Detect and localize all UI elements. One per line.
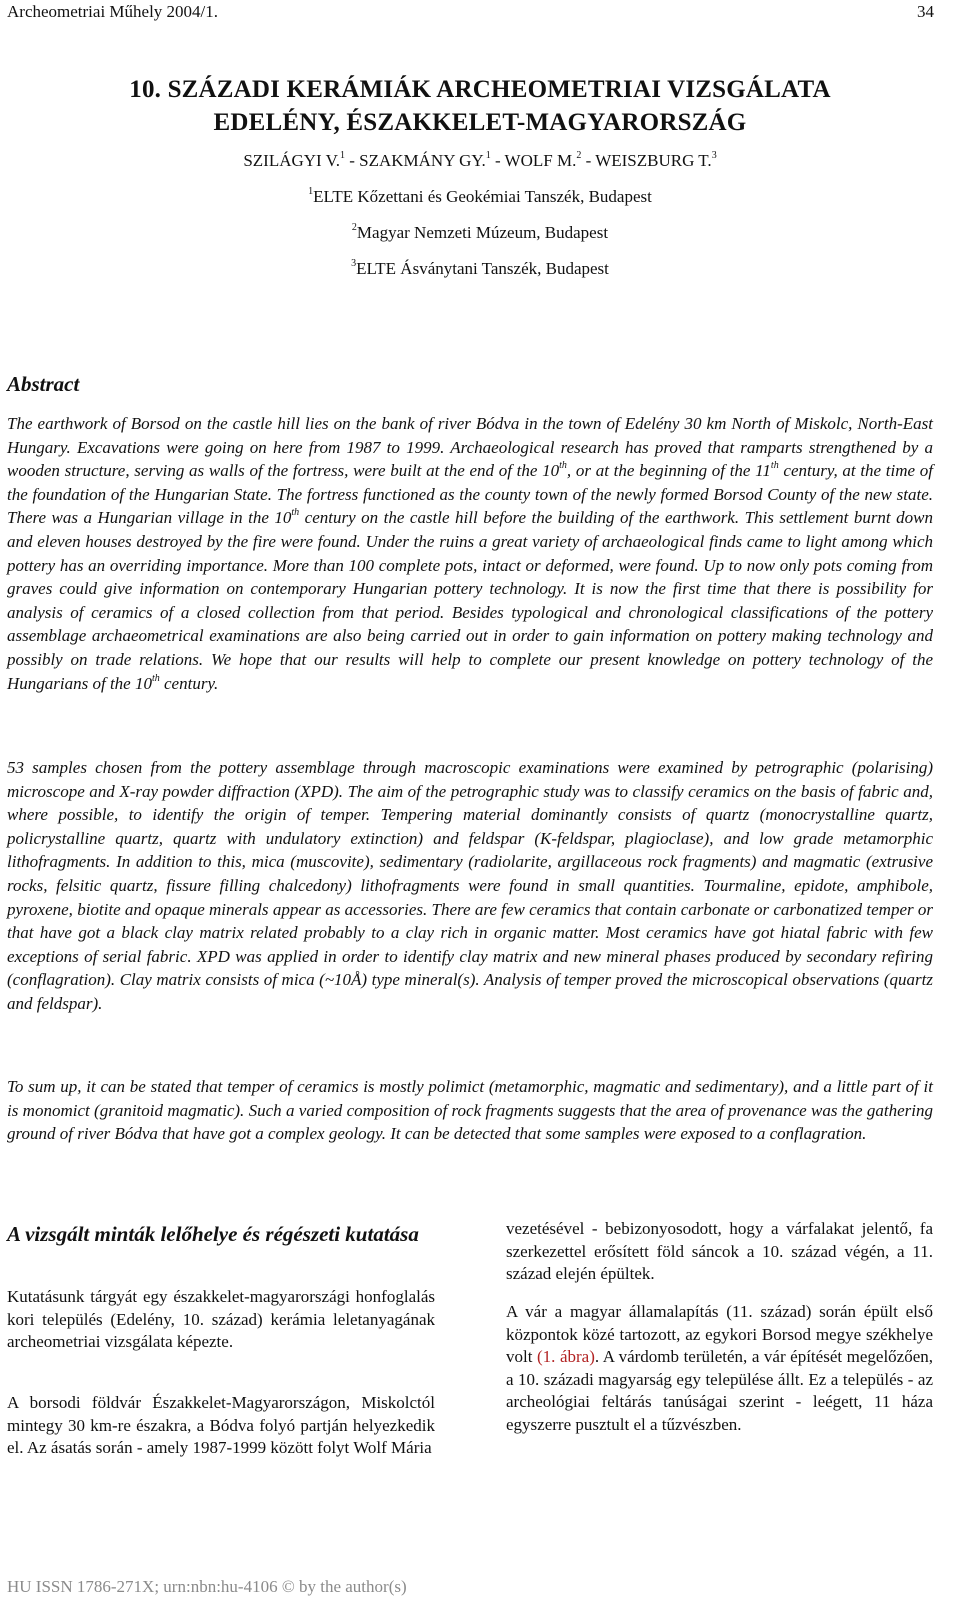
- affiliation-1: [0, 187, 960, 207]
- body-paragraph-3: vezetésével - bebizonyosodott, hogy a várfalakat jelentő, fa szerkezettel erősített föld sáncok a 10. század végén, a 11. század elején épültek.: [506, 1219, 933, 1283]
- author-name: SZILÁGYI V.: [243, 151, 340, 170]
- author-name: - WOLF M.: [490, 151, 577, 170]
- body-text: . A várdomb területén, a vár építését megelőzően, a 10. századi magyarság egy települése állt. Ez a település - az archeológiai feltárás tanúságai szerint - leégett, 11 háza egyszerre pusztult el a tűzvészben.: [506, 1347, 934, 1434]
- ordinal-suffix: th: [151, 672, 160, 684]
- journal-header: Archeometriai Műhely 2004/1.: [7, 2, 219, 21]
- affiliation-text: Magyar Nemzeti Múzeum, Budapest: [356, 223, 609, 242]
- body-text: A vár a magyar államalapítás (11. század) során épült első központok közé tartozott, az egykori Borsod megye székhelye volt: [506, 1302, 933, 1366]
- issn-footer: HU ISSN 1786-271X; urn:nbn:hu-4106 © by the author(s): [7, 1577, 407, 1596]
- affiliation-text: ELTE Ásványtani Tanszék, Budapest: [356, 259, 609, 278]
- abstract-text: century.: [159, 673, 219, 693]
- ordinal-suffix: th: [770, 460, 779, 472]
- affiliation-mark: 1: [308, 186, 314, 197]
- section-heading: A vizsgált minták lelőhelye és régészeti kutatása: [7, 1222, 419, 1246]
- paper-title-line-2: EDELÉNY, ÉSZAKKELET-MAGYARORSZÁG: [213, 109, 747, 136]
- affiliation-text: ELTE Kőzettani és Geokémiai Tanszék, Budapest: [313, 187, 652, 206]
- body-paragraph-4: [506, 1301, 933, 1436]
- figure-reference-link[interactable]: (1. ábra): [537, 1347, 595, 1366]
- abstract-text: , or at the beginning of the 11: [566, 461, 771, 481]
- affiliation-mark: 2: [351, 222, 357, 233]
- abstract-paragraph-2: 53 samples chosen from the pottery assemblage through macroscopic examinations were examined by petrographic (polarising) microscope and X-ray powder diffraction (XPD). The aim of the petrographic study was to classify ceramics on the basis of fabric and, where possible, to identify the origin of temper. Tempering material dominantly consists of quartz (monocrystalline quartz, policrystalline quartz, quartz with undulatory extinction) and feldspar (K-feldspar, plagioclase), and low grade metamorphic lithofragments. In addition to this, mica (muscovite), sedimentary (radiolarite, argillaceous rock fragments) and magmatic (extrusive rocks, felsitic quartz, fissure filling chalcedony) lithofragments were found in small quantities. Tourmaline, epidote, amphibole, pyroxene, biotite and opaque minerals appear as accessories. There are few ceramics that contain carbonate or carbonatized temper or that have got a black clay matrix related probably to a clay rich in organic matter. Most ceramics have got hiatal fabric with few exceptions of serial fabric. XPD was applied in order to identify clay matrix and new mineral phases produced by secondary refiring (conflagration). Clay matrix consists of mica (~10Å) type mineral(s). Analysis of temper proved the microscopical observations (quartz and feldspar).: [7, 758, 933, 1013]
- author-affiliation-mark: 2: [576, 150, 582, 161]
- abstract-text: The earthwork of Borsod on the castle hill lies on the bank of river Bódva in the town of Edelény 30 km North of Miskolc, North-East Hungary. Excavations were going on here from 1987 to 1999. Archaeological research has proved that ramparts strengthened by a wooden structure, serving as walls of the fortress, were built at the end of the 10: [7, 414, 933, 481]
- ordinal-suffix: th: [559, 460, 567, 472]
- author-list: [0, 151, 960, 171]
- abstract-text: century, at the time of the foundation of the Hungarian State. The fortress functioned as the county town of the newly formed Borsod County of the new state. There was a Hungarian village in the 10: [7, 461, 933, 528]
- author-name: - WEISZBURG T.: [581, 151, 712, 170]
- body-paragraph-1: Kutatásunk tárgyát egy északkelet-magyarországi honfoglalás kori település (Edelény, 10. század) kerámia leletanyagának archeometriai vizsgálata képezte.: [7, 1287, 435, 1351]
- abstract-heading: Abstract: [7, 372, 80, 396]
- affiliation-mark: 3: [351, 258, 357, 269]
- abstract-paragraph-1: [7, 412, 933, 695]
- affiliation-2: [0, 223, 960, 243]
- author-affiliation-mark: 3: [711, 150, 717, 161]
- ordinal-suffix: th: [291, 507, 300, 519]
- body-paragraph-2: A borsodi földvár Északkelet-Magyarországon, Miskolctól mintegy 30 km-re északra, a Bódva folyó partján helyezkedik el. Az ásatás során - amely 1987-1999 között folyt Wolf Mária: [7, 1393, 435, 1457]
- abstract-text: century on the castle hill before the building of the earthwork. This settlement burnt down and eleven houses destroyed by the fire were found. Under the ruins a great variety of archaeological finds came to light among which pottery has an overriding importance. More than 100 complete pots, intact or deformed, were found. Up to now only pots coming from graves could give information on contemporary Hungarian pottery technology. It is now the first time that there is possibility for analysis of ceramics of a closed collection from that period. Besides typological and chronological classifications of the pottery assemblage archaeometrical examinations are also being carried out in order to gain information on pottery making technology and possibly on trade relations. We hope that our results will help to complete our present knowledge on pottery technology of the Hungarians of the 10: [7, 508, 933, 693]
- author-name: - SZAKMÁNY GY.: [344, 151, 486, 170]
- author-affiliation-mark: 1: [339, 150, 345, 161]
- abstract-paragraph-3: To sum up, it can be stated that temper of ceramics is mostly polimict (metamorphic, magmatic and sedimentary), and a little part of it is monomict (granitoid magmatic). Such a varied composition of rock fragments suggests that the area of provenance was the gathering ground of river Bódva that have got a complex geology. It can be detected that some samples were exposed to a conflagration.: [7, 1077, 933, 1144]
- author-affiliation-mark: 1: [485, 150, 491, 161]
- affiliation-3: [0, 259, 960, 279]
- page-number: 34: [917, 2, 934, 21]
- paper-title-line-1: 10. SZÁZADI KERÁMIÁK ARCHEOMETRIAI VIZSGÁLATA: [129, 76, 831, 103]
